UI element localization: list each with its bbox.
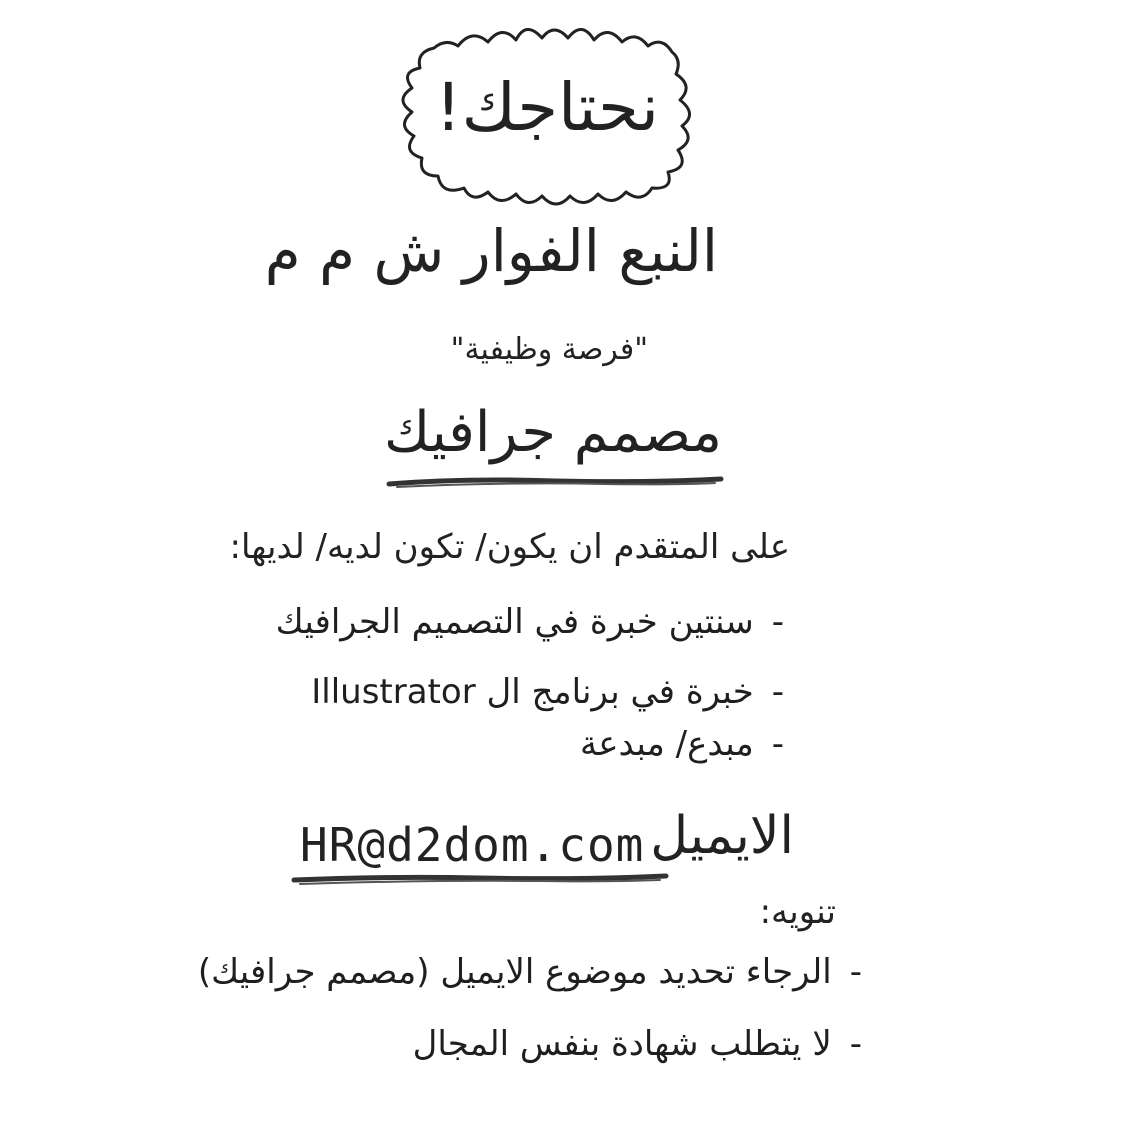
- bullet-dash: -: [771, 724, 784, 764]
- bullet-dash: -: [771, 672, 784, 712]
- note-item: [197, 952, 862, 992]
- role-title: مصمم جرافيك: [384, 400, 722, 465]
- requirement-text: خبرة في برنامج ال Illustrator: [311, 672, 754, 712]
- headline: نحتاجك!: [435, 69, 659, 146]
- note-item: [412, 1024, 862, 1064]
- requirement-text: سنتين خبرة في التصميم الجرافيك: [275, 602, 754, 642]
- note-title: تنويه:: [759, 892, 836, 932]
- requirement-item: [580, 724, 784, 764]
- role-underline-divider: [385, 474, 725, 490]
- bullet-dash: -: [849, 1024, 862, 1064]
- email-label: الايميل: [650, 806, 794, 866]
- note-text: لا يتطلب شهادة بنفس المجال: [412, 1024, 832, 1064]
- requirements-intro: على المتقدم ان يكون/ تكون لديه/ لديها:: [229, 527, 790, 567]
- requirement-text: مبدع/ مبدعة: [580, 724, 754, 764]
- email-underline-divider: [290, 872, 670, 888]
- opportunity-label: "فرصة وظيفية": [450, 332, 648, 367]
- company-name: النبع الفوار ش م م: [264, 217, 718, 285]
- email-address: HR@d2dom.com: [300, 818, 645, 872]
- bullet-dash: -: [771, 602, 784, 642]
- note-text: الرجاء تحديد موضوع الايميل (مصمم جرافيك): [197, 952, 832, 992]
- bullet-dash: -: [849, 952, 862, 992]
- requirement-item: [275, 602, 784, 642]
- requirement-item: [311, 672, 784, 712]
